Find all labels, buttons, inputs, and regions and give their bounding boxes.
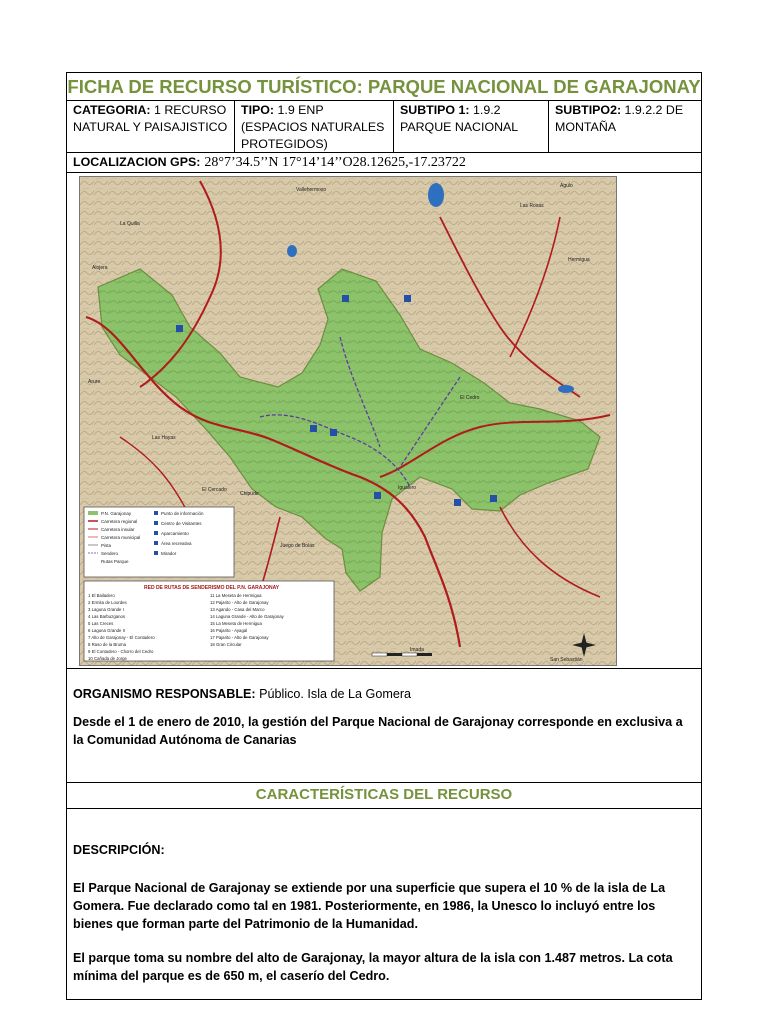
svg-text:18 Gran Circular: 18 Gran Circular [210, 642, 242, 647]
gps-row [67, 153, 701, 173]
tipo-value-2: (ESPACIOS NATURALES [241, 120, 385, 134]
svg-text:P.N. Garajonay: P.N. Garajonay [101, 511, 132, 516]
categoria-value-2: NATURAL Y PAISAJISTICO [73, 120, 228, 134]
categoria-value: 1 RECURSO [154, 103, 227, 117]
subtipo2-value-2: MONTAÑA [555, 120, 617, 134]
caracteristicas-title: CARACTERÍSTICAS DEL RECURSO [67, 783, 701, 809]
tipo-label: TIPO: [241, 103, 275, 117]
organismo-note: Desde el 1 de enero de 2010, la gestión del Parque Nacional de Garajonay corresponde en exclusiva a la Comunidad Autónoma de Canarias [73, 715, 683, 747]
svg-text:Alojera: Alojera [92, 265, 108, 271]
svg-text:Punto de información: Punto de información [161, 511, 204, 516]
svg-text:6 Laguna Grande II: 6 Laguna Grande II [88, 628, 126, 633]
organismo-value: Público. Isla de La Gomera [259, 687, 412, 701]
svg-text:1 El Bailadero: 1 El Bailadero [88, 593, 115, 598]
svg-text:12 Pajarito - Alto de Garajona: 12 Pajarito - Alto de Garajonay [210, 600, 269, 605]
subtipo2-label: SUBTIPO2: [555, 103, 622, 117]
svg-text:Imada: Imada [410, 647, 424, 653]
svg-text:2 Ermita de Lourdes: 2 Ermita de Lourdes [88, 600, 127, 605]
svg-text:Vallehermoso: Vallehermoso [296, 187, 327, 193]
svg-text:15 La Meseta de Hermigua: 15 La Meseta de Hermigua [210, 621, 262, 626]
svg-text:8 Raso de la Bruma: 8 Raso de la Bruma [88, 642, 126, 647]
svg-text:13 Agando - Casa del Marco: 13 Agando - Casa del Marco [210, 607, 265, 612]
svg-text:Agulo: Agulo [560, 183, 573, 189]
organismo-label: ORGANISMO RESPONSABLE: [73, 687, 256, 701]
svg-text:Las Rosas: Las Rosas [520, 203, 544, 209]
svg-text:Centro de Visitantes: Centro de Visitantes [161, 521, 202, 526]
resource-sheet [66, 72, 702, 1000]
svg-text:3 Laguna Grande I: 3 Laguna Grande I [88, 607, 124, 612]
svg-text:10 Cañada de Jorge: 10 Cañada de Jorge [88, 656, 127, 661]
svg-text:Arure: Arure [88, 379, 101, 385]
subtipo1-label: SUBTIPO 1: [400, 103, 470, 117]
svg-text:Juego de Bolas: Juego de Bolas [280, 543, 315, 549]
svg-text:Chipude: Chipude [240, 491, 259, 497]
svg-text:Carretera regional: Carretera regional [101, 519, 138, 524]
svg-text:9 El Contadero - Chorro del Ce: 9 El Contadero - Chorro del Cedro [88, 649, 154, 654]
gps-label: LOCALIZACION GPS: [73, 155, 201, 169]
categoria-cell [67, 101, 235, 152]
svg-text:Sendero: Sendero [101, 551, 119, 556]
sheet-title: FICHA DE RECURSO TURÍSTICO: PARQUE NACIONAL DE GARAJONAY [67, 73, 701, 101]
map-row [67, 173, 701, 669]
svg-text:Igualero: Igualero [398, 485, 417, 491]
subtipo1-cell [394, 101, 549, 152]
svg-text:14 Laguna Grande - Alto de Gar: 14 Laguna Grande - Alto de Garajonay [210, 614, 284, 619]
svg-text:17 Pajarito - Alto de Garajona: 17 Pajarito - Alto de Garajonay [210, 635, 269, 640]
category-row [67, 101, 701, 153]
tipo-value-3: PROTEGIDOS) [241, 137, 328, 151]
svg-text:11 La Meseta de Hermigua: 11 La Meseta de Hermigua [210, 593, 262, 598]
gps-value: 28°7’34.5’’N 17°14’14’’O28.12625,-17.23722 [204, 155, 466, 170]
subtipo1-value: 1.9.2 [473, 103, 501, 117]
tipo-value: 1.9 ENP [277, 103, 324, 117]
svg-text:RED DE RUTAS DE SENDERISMO DEL: RED DE RUTAS DE SENDERISMO DEL P.N. GARAJONAY [144, 585, 280, 591]
svg-text:Mirador: Mirador [161, 551, 177, 556]
svg-text:El Cedro: El Cedro [460, 395, 480, 401]
svg-text:4 Las Barbuzganos: 4 Las Barbuzganos [88, 614, 126, 619]
svg-text:El Cercado: El Cercado [202, 487, 227, 493]
categoria-label: CATEGORIA: [73, 103, 151, 117]
descripcion-paragraph-1-rest: se extiende por una superficie que supera el 10 % de la isla de La Gomera. Fue declarado como tal en 1981. Posteriormente, en 1986, la Unesco lo incluyó entre los bienes que forman parte del Patrimonio de la Humanidad. [73, 881, 666, 931]
svg-text:San Sebastián: San Sebastián [550, 657, 583, 663]
tipo-cell [235, 101, 394, 152]
subtipo1-value-2: PARQUE NACIONAL [400, 120, 519, 134]
organismo-row [67, 669, 701, 783]
svg-text:Área recreativa: Área recreativa [161, 541, 192, 546]
subtipo2-value: 1.9.2.2 DE [624, 103, 684, 117]
svg-text:Las Hayas: Las Hayas [152, 435, 176, 441]
svg-text:5 Las Creces: 5 Las Creces [88, 621, 114, 626]
descripcion-label: DESCRIPCIÓN: [73, 843, 165, 857]
svg-text:Rutas Parque: Rutas Parque [101, 559, 129, 564]
svg-text:7 Alto de Garajonay - El Conta: 7 Alto de Garajonay - El Contadero [88, 635, 155, 640]
park-map-image [80, 177, 616, 665]
park-name-bold: El Parque Nacional de Garajonay [73, 881, 271, 895]
svg-text:Hermigua: Hermigua [568, 257, 590, 263]
descripcion-paragraph-2: El parque toma su nombre del alto de Garajonay, la mayor altura de la isla con 1.487 metros. La cota mínima del parque es de 650 m, el caserío del Cedro. [73, 951, 673, 983]
subtipo2-cell [549, 101, 701, 152]
svg-text:Carretera municipal: Carretera municipal [101, 535, 141, 540]
descripcion-section [67, 809, 701, 999]
svg-text:Aparcamiento: Aparcamiento [161, 531, 189, 536]
svg-text:Pista: Pista [101, 543, 112, 548]
svg-text:Carretera insular: Carretera insular [101, 527, 135, 532]
svg-text:16 Pajarito - Ayagal: 16 Pajarito - Ayagal [210, 628, 248, 633]
descripcion-paragraph-1 [73, 879, 697, 933]
svg-text:La Quilla: La Quilla [120, 221, 140, 227]
park-map [79, 176, 617, 666]
